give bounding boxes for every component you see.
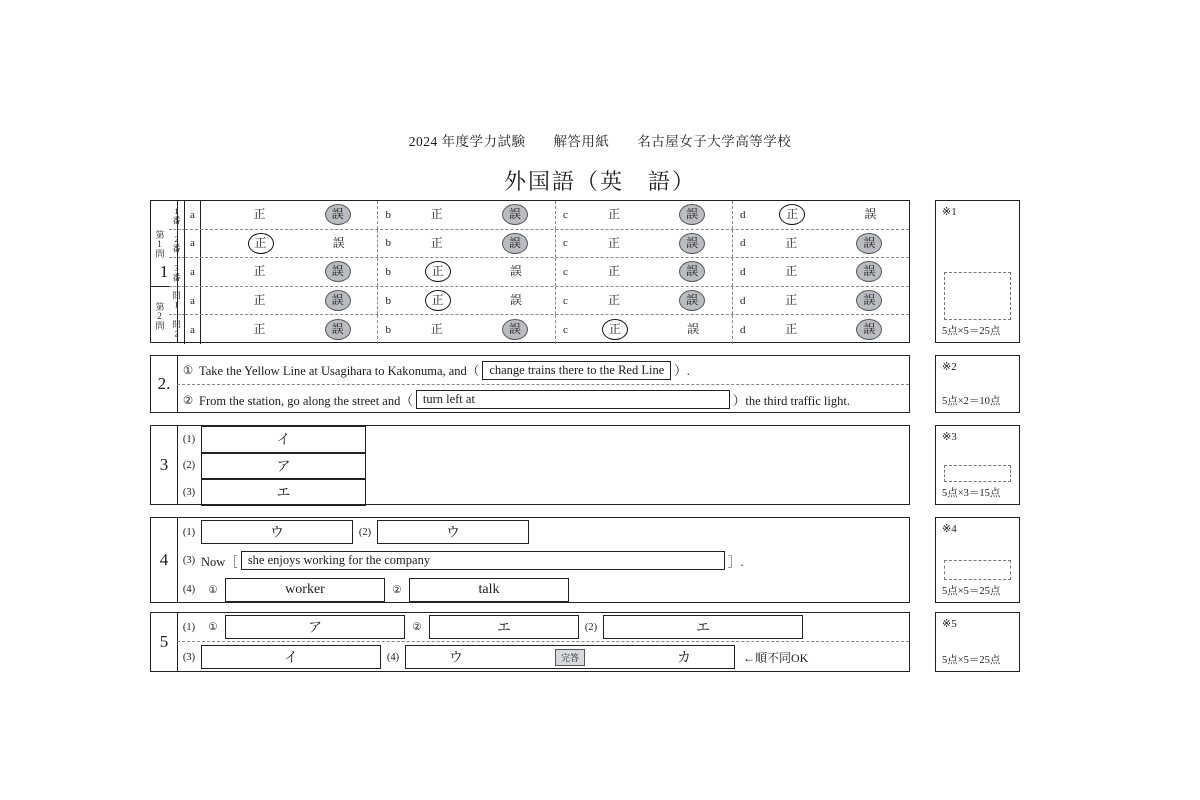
score-formula-1: 5点×5＝25点 bbox=[942, 326, 1001, 337]
q1-option-wrong[interactable]: 誤 bbox=[856, 290, 882, 311]
q4-sub-number: ① bbox=[208, 584, 218, 596]
q5-answer-part-1: ウ bbox=[448, 651, 463, 666]
q1-row-lead: a bbox=[185, 230, 201, 258]
q1-col-letter: b bbox=[385, 208, 391, 221]
q1-cell[interactable] bbox=[378, 201, 555, 229]
q1-cell[interactable] bbox=[733, 315, 909, 344]
q1-cell[interactable] bbox=[201, 201, 378, 229]
table-row bbox=[185, 201, 909, 230]
q1-col-letter: d bbox=[740, 323, 746, 336]
q3-item-number: (3) bbox=[182, 486, 196, 498]
score-box-4 bbox=[935, 517, 1020, 603]
q1-option-correct[interactable]: 正 bbox=[608, 264, 621, 279]
q1-row-lead: a bbox=[185, 287, 201, 315]
q4-sub-number: ② bbox=[392, 584, 402, 596]
table-row bbox=[185, 315, 909, 344]
q1-option-correct[interactable]: 正 bbox=[253, 322, 266, 337]
q1-option-correct[interactable]: 正 bbox=[430, 322, 443, 337]
q3-item-number: (2) bbox=[182, 460, 196, 472]
q1-cell[interactable] bbox=[201, 230, 378, 258]
table-row bbox=[177, 613, 909, 642]
table-row bbox=[185, 287, 909, 316]
q4-answer-field[interactable]: ウ bbox=[377, 520, 529, 544]
q4-item-number: (2) bbox=[358, 526, 372, 538]
q2-item-number: ② bbox=[182, 394, 194, 407]
score-box-1 bbox=[935, 200, 1020, 343]
table-row bbox=[177, 479, 366, 506]
q1-cell[interactable] bbox=[556, 201, 733, 229]
q5-answer-field[interactable]: イ bbox=[201, 645, 381, 669]
table-row bbox=[185, 230, 909, 259]
q1-option-wrong[interactable]: 誤 bbox=[502, 233, 528, 254]
q1-cell[interactable] bbox=[378, 315, 555, 344]
q1-cell[interactable] bbox=[733, 201, 909, 229]
q4-answer-field[interactable]: ウ bbox=[201, 520, 353, 544]
q1-option-wrong[interactable]: 誤 bbox=[502, 204, 528, 225]
q1-col-letter: b bbox=[385, 294, 391, 307]
q1-col-letter: b bbox=[385, 237, 391, 250]
question-4-number: 4 bbox=[151, 518, 178, 602]
q1-cell[interactable] bbox=[556, 287, 733, 315]
q1-col-letter: d bbox=[740, 208, 746, 221]
q5-item-number: (2) bbox=[584, 621, 598, 633]
q1-col-letter: d bbox=[740, 294, 746, 307]
q2-prompt-post: ）the third traffic light. bbox=[732, 393, 850, 408]
q1-option-correct[interactable]: 正 bbox=[253, 293, 266, 308]
q2-prompt-post: ）. bbox=[674, 364, 690, 378]
q1-col-letter: c bbox=[563, 265, 568, 278]
q1-group-label-2: 第2問 bbox=[154, 301, 165, 330]
score-mark-2: ※2 bbox=[942, 361, 957, 373]
q5-answer-field[interactable]: ア bbox=[225, 615, 405, 639]
q2-answer-field[interactable]: turn left at bbox=[416, 390, 730, 409]
q4-prompt-post: ］. bbox=[727, 554, 744, 569]
q3-item-number: (1) bbox=[182, 433, 196, 445]
q1-cell[interactable] bbox=[556, 258, 733, 286]
score-formula-2: 5点×2＝10点 bbox=[942, 396, 1001, 407]
q1-col-letter: c bbox=[563, 237, 568, 250]
q1-option-correct[interactable]: 正 bbox=[608, 207, 621, 222]
q4-answer-field[interactable]: worker bbox=[225, 578, 385, 602]
q5-answer-part-2: カ bbox=[676, 651, 691, 666]
q1-option-wrong[interactable]: 誤 bbox=[856, 233, 882, 254]
q1-row-number-5: 問2 bbox=[169, 315, 185, 344]
q1-option-wrong[interactable]: 誤 bbox=[502, 319, 528, 340]
q1-cell[interactable] bbox=[733, 258, 909, 286]
score-box-3 bbox=[935, 425, 1020, 505]
table-row bbox=[177, 385, 909, 414]
score-mark-5: ※5 bbox=[942, 618, 957, 630]
table-row bbox=[177, 518, 529, 546]
sheet-header bbox=[0, 130, 1200, 150]
q1-cell[interactable] bbox=[201, 287, 378, 315]
q1-option-correct[interactable]: 正 bbox=[785, 322, 798, 337]
table-row bbox=[177, 426, 366, 453]
q1-option-correct[interactable]: 正 bbox=[608, 235, 621, 250]
q5-answer-field[interactable]: エ bbox=[429, 615, 579, 639]
q3-answer-field[interactable]: ア bbox=[201, 453, 366, 480]
q1-option-correct[interactable]: 正 bbox=[785, 264, 798, 279]
score-entry-area-4[interactable] bbox=[944, 560, 1011, 580]
order-note: ←順不同OK bbox=[743, 650, 809, 665]
q1-cell[interactable] bbox=[378, 258, 555, 286]
q3-answer-field[interactable]: イ bbox=[201, 426, 366, 453]
score-mark-1: ※1 bbox=[942, 206, 957, 218]
question-3-block bbox=[150, 425, 910, 505]
header-sheet-type: 解答用紙 bbox=[553, 134, 610, 149]
q1-cell[interactable] bbox=[201, 258, 378, 286]
q1-row-number-2: 2番 bbox=[169, 230, 185, 259]
q1-option-wrong[interactable]: 誤 bbox=[325, 204, 351, 225]
score-formula-5: 5点×5＝25点 bbox=[942, 655, 1001, 666]
question-1-number: 1 bbox=[151, 201, 178, 342]
q1-option-wrong[interactable]: 誤 bbox=[325, 319, 351, 340]
q1-cell[interactable] bbox=[733, 230, 909, 258]
q4-answer-field[interactable]: talk bbox=[409, 578, 569, 602]
q1-col-letter: c bbox=[563, 323, 568, 336]
score-entry-area-3[interactable] bbox=[944, 465, 1011, 482]
q1-row-number-3: 3番 bbox=[169, 258, 185, 287]
question-2-number: 2. bbox=[151, 356, 178, 412]
score-mark-4: ※4 bbox=[942, 523, 957, 535]
header-school: 名古屋女子大学高等学校 bbox=[637, 134, 792, 149]
q1-option-wrong[interactable]: 誤 bbox=[679, 204, 705, 225]
question-2-block bbox=[150, 355, 910, 413]
table-row bbox=[177, 642, 909, 672]
q1-cell[interactable] bbox=[201, 315, 378, 344]
q1-option-correct[interactable]: 正 bbox=[602, 319, 628, 340]
q1-option-wrong[interactable]: 誤 bbox=[332, 235, 345, 250]
q1-cell[interactable] bbox=[378, 287, 555, 315]
q1-row-lead: a bbox=[185, 315, 201, 344]
q1-col-letter: b bbox=[385, 265, 391, 278]
q1-row-lead: a bbox=[185, 201, 201, 229]
q2-prompt-pre: From the station, go along the street and（ bbox=[199, 393, 413, 408]
q1-row-number-4: 問1 bbox=[169, 287, 185, 316]
header-year: 2024 年度学力試験 bbox=[408, 134, 526, 149]
q1-option-wrong[interactable]: 誤 bbox=[687, 322, 700, 337]
score-formula-3: 5点×3＝15点 bbox=[942, 488, 1001, 499]
q1-option-wrong[interactable]: 誤 bbox=[679, 261, 705, 282]
q1-option-correct[interactable]: 正 bbox=[785, 293, 798, 308]
q5-item-number: (3) bbox=[182, 651, 196, 663]
q5-item-number: (1) bbox=[182, 621, 196, 633]
q1-group-label-1: 第1問 bbox=[151, 201, 169, 287]
q4-item-number: (4) bbox=[182, 584, 196, 595]
q1-option-correct[interactable]: 正 bbox=[425, 290, 451, 311]
q1-option-correct[interactable]: 正 bbox=[253, 207, 266, 222]
q1-row-lead: a bbox=[185, 258, 201, 286]
q1-option-wrong[interactable]: 誤 bbox=[509, 264, 522, 279]
q1-col-letter: d bbox=[740, 237, 746, 250]
question-5-block bbox=[150, 612, 910, 672]
score-box-5 bbox=[935, 612, 1020, 672]
score-entry-area-1[interactable] bbox=[944, 272, 1011, 321]
q1-cell[interactable] bbox=[378, 230, 555, 258]
q1-option-correct[interactable]: 正 bbox=[779, 204, 805, 225]
q1-option-wrong[interactable]: 誤 bbox=[864, 207, 877, 222]
q1-option-wrong[interactable]: 誤 bbox=[856, 319, 882, 340]
q2-prompt-pre: Take the Yellow Line at Usagihara to Kakonuma, and（ bbox=[199, 364, 480, 378]
table-row bbox=[177, 356, 909, 385]
q5-item-number: (4) bbox=[386, 651, 400, 663]
question-3-number: 3 bbox=[151, 426, 178, 504]
q4-item-number: (3) bbox=[182, 555, 196, 566]
q4-prompt-pre: Now［ bbox=[201, 554, 238, 569]
complete-answer-tag: 完答 bbox=[555, 649, 585, 666]
q5-answer-field[interactable]: エ bbox=[603, 615, 803, 639]
q1-option-wrong[interactable]: 誤 bbox=[679, 233, 705, 254]
q1-col-letter: c bbox=[563, 208, 568, 221]
table-row bbox=[185, 258, 909, 287]
q4-item-number: (1) bbox=[182, 526, 196, 538]
q5-sub-number: ① bbox=[208, 622, 218, 633]
score-mark-3: ※3 bbox=[942, 431, 957, 443]
table-row bbox=[177, 546, 743, 575]
question-5-number: 5 bbox=[151, 613, 178, 671]
q1-option-wrong[interactable]: 誤 bbox=[325, 290, 351, 311]
q1-option-wrong[interactable]: 誤 bbox=[856, 261, 882, 282]
question-4-block bbox=[150, 517, 910, 603]
q4-answer-field[interactable]: she enjoys working for the company bbox=[241, 551, 725, 570]
q2-answer-field[interactable]: change trains there to the Red Line bbox=[482, 361, 671, 380]
page-title: 外国語（英 語） bbox=[503, 169, 696, 194]
q1-col-letter: c bbox=[563, 294, 568, 307]
q1-option-correct[interactable]: 正 bbox=[425, 261, 451, 282]
q1-option-wrong[interactable]: 誤 bbox=[509, 293, 522, 308]
question-1-block bbox=[150, 200, 910, 343]
q1-option-correct[interactable]: 正 bbox=[253, 264, 266, 279]
q1-option-correct[interactable]: 正 bbox=[430, 207, 443, 222]
q2-item-number: ① bbox=[182, 365, 194, 377]
score-box-2 bbox=[935, 355, 1020, 413]
q1-option-correct[interactable]: 正 bbox=[608, 293, 621, 308]
q1-option-correct[interactable]: 正 bbox=[248, 233, 274, 254]
q5-answer-field-pair[interactable] bbox=[405, 645, 735, 669]
q1-cell[interactable] bbox=[556, 230, 733, 258]
q3-answer-field[interactable]: エ bbox=[201, 479, 366, 506]
q1-option-wrong[interactable]: 誤 bbox=[679, 290, 705, 311]
q1-option-correct[interactable]: 正 bbox=[785, 235, 798, 250]
q1-row-number-1: 1番 bbox=[169, 201, 185, 230]
table-row bbox=[177, 575, 569, 604]
score-formula-4: 5点×5＝25点 bbox=[942, 586, 1001, 597]
table-row bbox=[177, 453, 366, 480]
q1-col-letter: b bbox=[385, 323, 391, 336]
q1-option-correct[interactable]: 正 bbox=[430, 235, 443, 250]
q1-cell[interactable] bbox=[733, 287, 909, 315]
q1-col-letter: d bbox=[740, 265, 746, 278]
q5-sub-number: ② bbox=[412, 622, 422, 633]
q1-cell[interactable] bbox=[556, 315, 733, 344]
q1-option-wrong[interactable]: 誤 bbox=[325, 261, 351, 282]
